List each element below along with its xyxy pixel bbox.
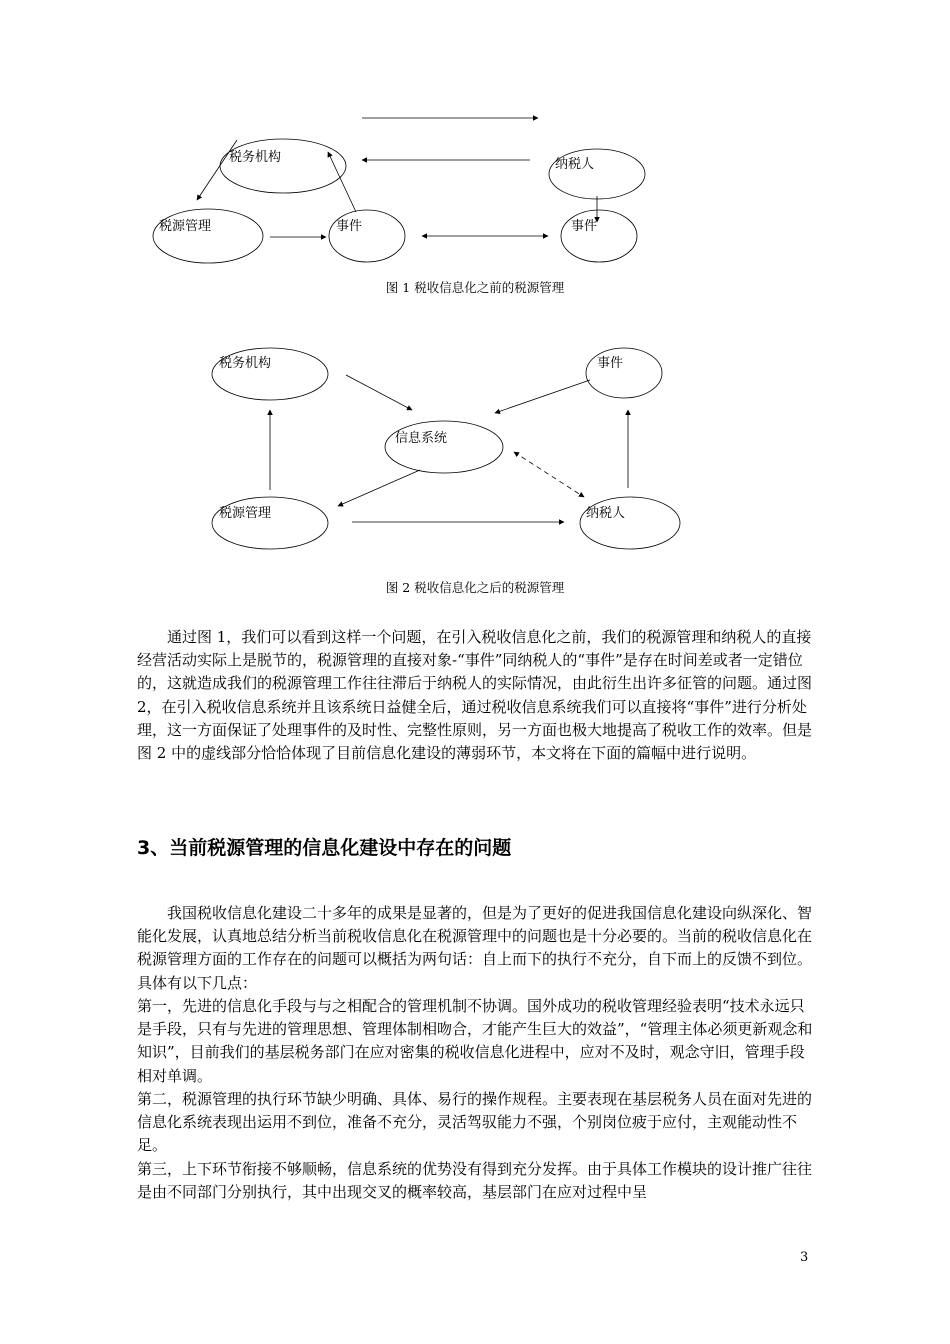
figure-1 [0,0,950,300]
fig2-label-tax-agency: 税务机构 [219,356,272,371]
tax-source-mgmt-ellipse [153,209,263,263]
fig2-label-tax-source-mgmt: 税源管理 [219,506,272,521]
system-taxpayer-dashed-arrow [514,452,584,497]
paragraph-point-2: 第二，税源管理的执行环节缺少明确、具体、易行的操作规程。主要表现在基层税务人员在面对先进的信息化系统表现出运用不到位，准备不充分，灵活驾驭能力不强，个别岗位疲于应付，主观能动性不足。 [137,1090,813,1155]
figure-2 [0,330,950,580]
event-to-agency-arrow [328,152,356,212]
fig2-label-info-system: 信息系统 [395,431,448,446]
info-system-ellipse [385,421,503,473]
fig2-label-taxpayer: 纳税人 [586,506,626,521]
agency-to-source-arrow [197,140,237,200]
figure-1-diagram [0,0,950,300]
fig1-label-taxpayer: 纳税人 [555,157,595,172]
figure-1-caption: 图 1 税收信息化之前的税源管理 [385,280,565,295]
paragraph-intro: 我国税收信息化建设二十多年的成果是显著的，但是为了更好的促进我国信息化建设向纵深化、智能化发展，认真地总结分析当前税收信息化在税源管理中的问题也是十分必要的。当前的税收信息化在税源管理方面的工作存在的问题可以概括为两句话：自上而下的执行不充分，自下而上的反馈不到位。具体有以下几点： [137,904,813,992]
tax-source-mgmt-ellipse [212,497,328,549]
paragraph-point-1: 第一，先进的信息化手段与与之相配合的管理机制不协调。国外成功的税收管理经验表明“技术永远只是手段，只有与先进的管理思想、管理体制相吻合，才能产生巨大的效益”，“管理主体必须更新观念和知识”，目前我们的基层税务部门在应对密集的税收信息化进程中，应对不及时，观念守旧，管理手段相对单调。 [137,997,813,1085]
page-number: 3 [800,1250,809,1265]
system-to-source-arrow [338,470,420,506]
fig1-label-tax-agency: 税务机构 [229,150,282,165]
figure-2-caption: 图 2 税收信息化之后的税源管理 [385,580,565,595]
figure-2-diagram [0,330,950,580]
agency-to-system-arrow [346,375,412,410]
paragraph-figure-discussion: 通过图 1，我们可以看到这样一个问题，在引入税收信息化之前，我们的税源管理和纳税人的直接经营活动实际上是脱节的，税源管理的直接对象-“事件”同纳税人的“事件”是存在时间差或者一定错位的，这就造成我们的税源管理工作往往滞后于纳税人的实际情况，由此衍生出许多征管的问题。通过图 2，在引入税收信息系统并且该系统日益健全后，通过税收信息系统我们可以直接将“事件”进行分析处理，这一方面保证了处理事件的及时性、完整性原则，另一方面也极大地提高了税收工作的效率。但是图 2 中的虚线部分恰恰体现了目前信息化建设的薄弱环节，本文将在下面的篇幅中进行说明。 [137,628,813,763]
fig1-label-event-right: 事件 [571,219,598,234]
fig2-label-event: 事件 [597,356,624,371]
fig1-label-event-left: 事件 [336,219,363,234]
tax-agency-ellipse [220,139,346,193]
taxpayer-ellipse [580,497,680,549]
fig1-label-tax-source-mgmt: 税源管理 [159,219,212,234]
event-right-ellipse [561,210,637,262]
event-to-system-arrow [495,380,590,413]
section-heading: 3、当前税源管理的信息化建设中存在的问题 [137,837,512,859]
event-left-ellipse [329,210,405,262]
paragraph-point-3: 第三，上下环节衔接不够顺畅，信息系统的优势没有得到充分发挥。由于具体工作模块的设计推广往往是由不同部门分别执行，其中出现交叉的概率较高，基层部门在应对过程中呈 [137,1160,813,1202]
